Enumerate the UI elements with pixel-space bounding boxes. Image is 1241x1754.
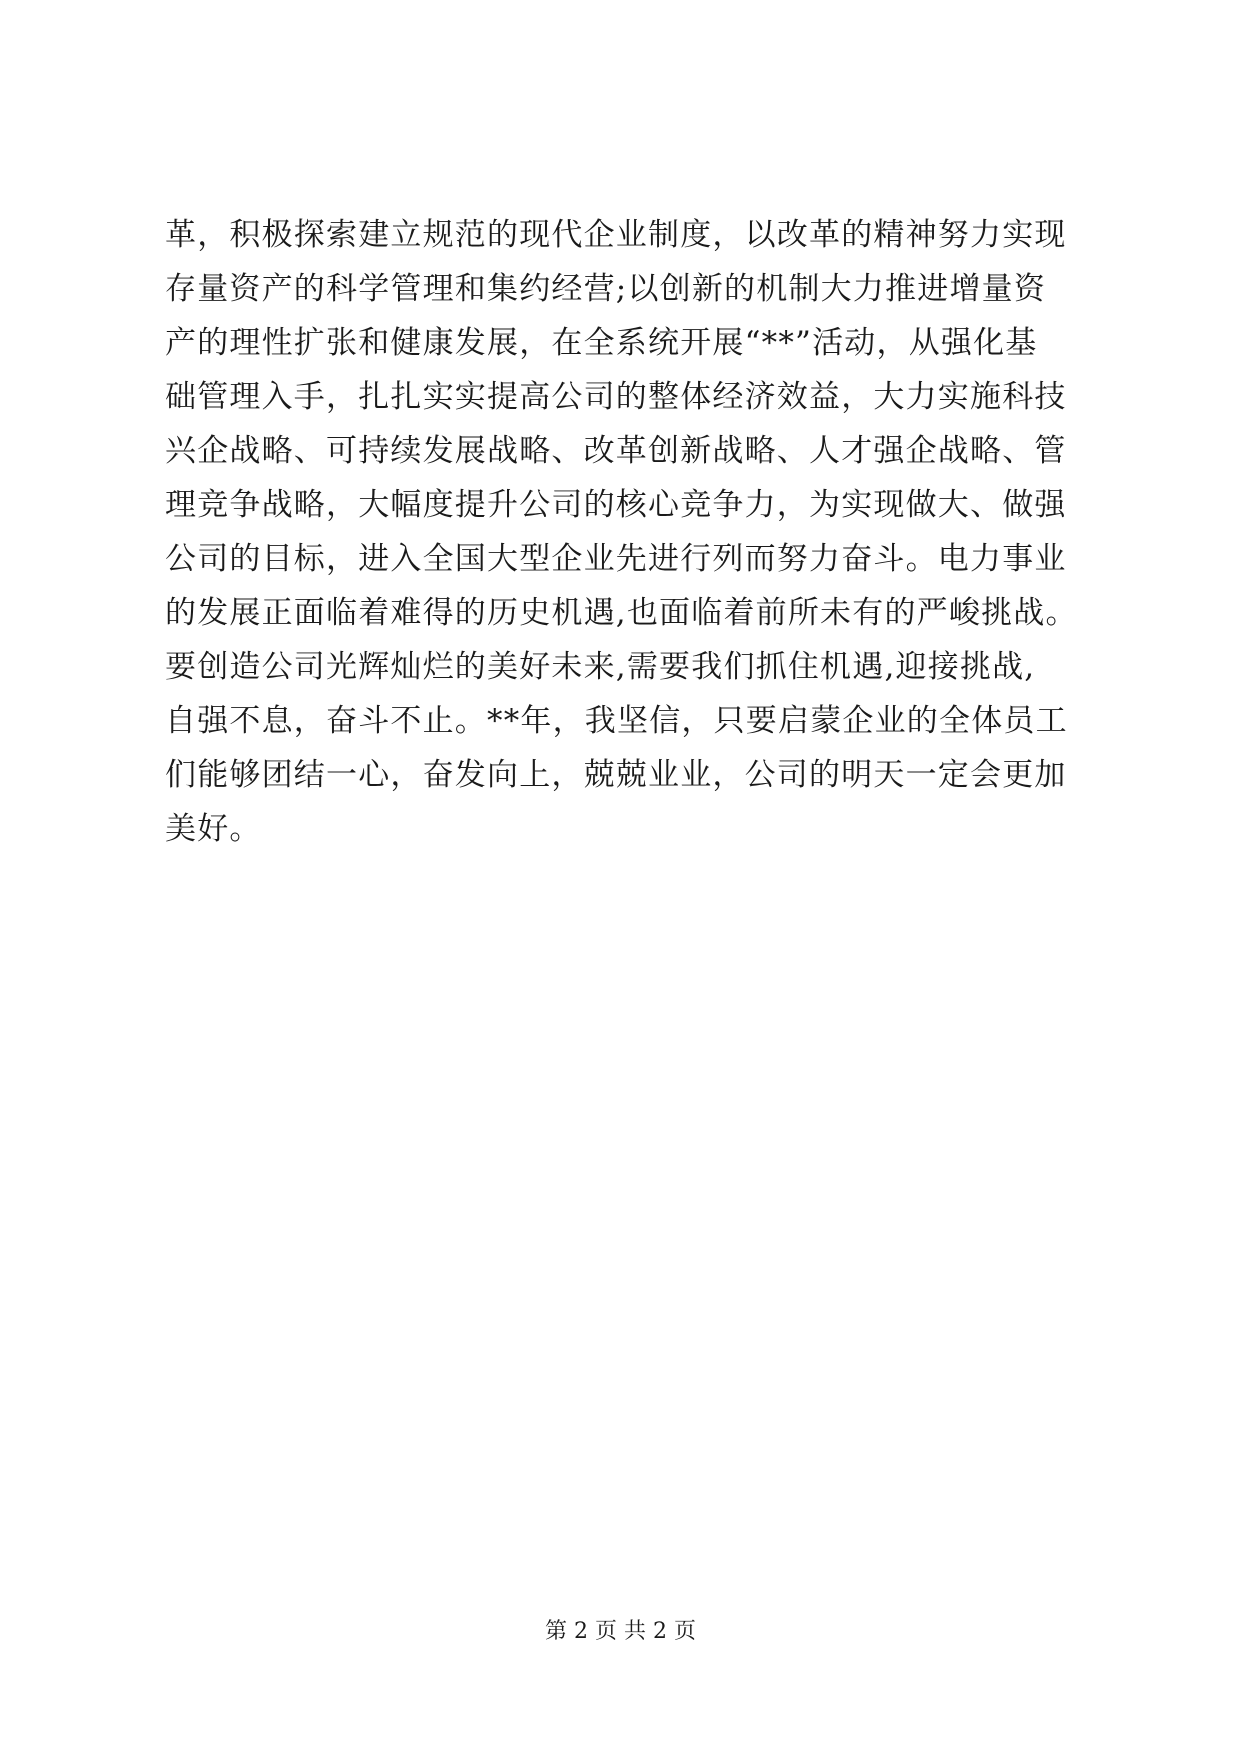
- text-line: 公司的目标，进入全国大型企业先进行列而努力奋斗。电力事业: [165, 541, 1067, 577]
- text-line: 要创造公司光辉灿烂的美好未来,需要我们抓住机遇,迎接挑战,: [165, 649, 1036, 685]
- text-line: 产的理性扩张和健康发展，在全系统开展“**”活动，从强化基: [165, 325, 1038, 361]
- text-line: 美好。: [165, 811, 262, 847]
- page-number: 第 2 页 共 2 页: [545, 1619, 696, 1644]
- text-line: 革，积极探索建立规范的现代企业制度，以改革的精神努力实现: [165, 217, 1067, 253]
- page-footer: [0, 1617, 1241, 1647]
- text-line: 们能够团结一心，奋发向上，兢兢业业，公司的明天一定会更加: [165, 757, 1067, 793]
- text-line: 础管理入手，扎扎实实提高公司的整体经济效益，大力实施科技: [165, 379, 1067, 415]
- text-line: 兴企战略、可持续发展战略、改革创新战略、人才强企战略、管: [165, 433, 1067, 469]
- text-line: 理竞争战略，大幅度提升公司的核心竞争力，为实现做大、做强: [165, 487, 1067, 523]
- body-paragraph: [165, 208, 1085, 856]
- text-line: 存量资产的科学管理和集约经营;以创新的机制大力推进增量资: [165, 271, 1047, 307]
- text-line: 的发展正面临着难得的历史机遇,也面临着前所未有的严峻挑战。: [165, 595, 1078, 631]
- text-line: 自强不息，奋斗不止。**年，我坚信，只要启蒙企业的全体员工: [165, 703, 1068, 739]
